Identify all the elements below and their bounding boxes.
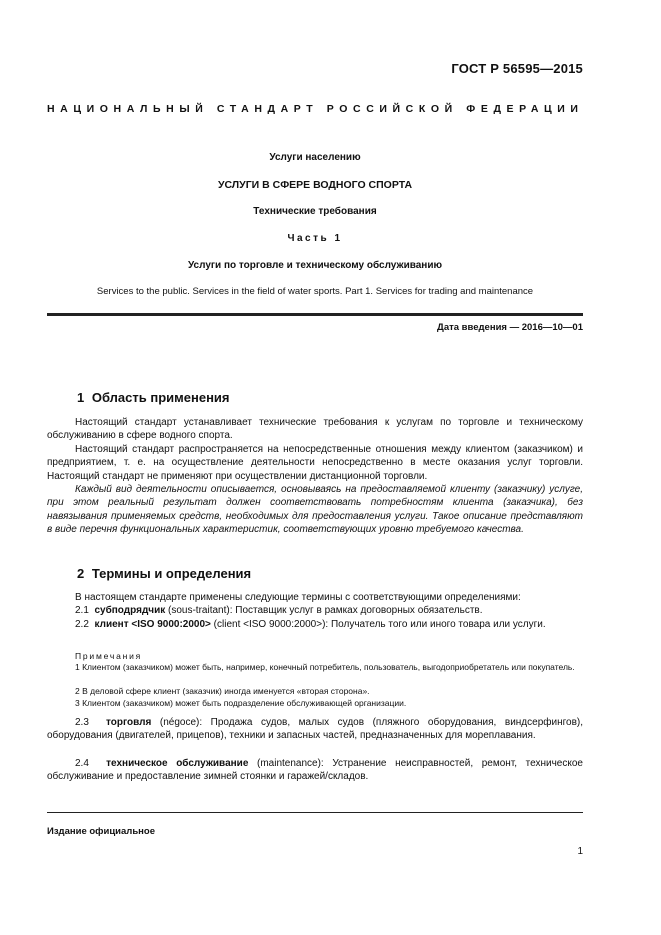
section-1-paragraph: Настоящий стандарт устанавливает технические требования к услугам по торговле и техническому обслуживанию в сфере водного спорта. <box>47 417 583 442</box>
term-number: 2.2 <box>75 619 89 630</box>
national-standard-banner: НАЦИОНАЛЬНЫЙ СТАНДАРТ РОССИЙСКОЙ ФЕДЕРАЦИИ <box>47 103 584 115</box>
page-number: 1 <box>577 846 583 857</box>
section-2-heading <box>77 566 251 581</box>
title-english: Services to the public. Services in the field of water sports. Part 1. Services for trading and maintenance <box>96 286 534 297</box>
term-definition: (client <ISO 9000:2000>): Получатель того или иного товара или услуги. <box>210 619 546 630</box>
note-item: 1 Клиентом (заказчиком) может быть, например, конечный потребитель, пользователь, выгодоприобретатель или покупатель. <box>75 662 575 672</box>
official-edition-label: Издание официальное <box>47 826 155 837</box>
notes-title: Примечания <box>75 651 143 661</box>
term-definition: (sous-traitant): Поставщик услуг в рамках договорных обязательств. <box>165 605 483 616</box>
term-definition: (négoce): Продажа судов, малых судов (пляжного оборудования, виндсерфингов), оборудования (двигателей, прицепов), техники и запасных частей, предназначенных для мореплавания. <box>47 717 584 742</box>
section-title: Термины и определения <box>91 566 252 581</box>
term-number: 2.1 <box>75 605 89 616</box>
title-main: УСЛУГИ В СФЕРЕ ВОДНОГО СПОРТА <box>217 179 413 191</box>
title-group: Услуги населению <box>269 152 361 163</box>
section-title: Область применения <box>91 390 230 405</box>
section-1-paragraph: Настоящий стандарт распространяется на непосредственные отношения между клиентом (заказчиком) и предприятием, т. е. на осуществление деятельности непосредственно в месте оказания услуг торговли. Настоящий стандарт не применяют при осуществлении дистанционной торговли. <box>47 444 583 482</box>
introduction-date: Дата введения — 2016—10—01 <box>437 322 583 333</box>
term-name: субподрядчик <box>94 605 166 616</box>
section-number: 1 <box>77 390 85 405</box>
note-item: 3 Клиентом (заказчиком) может быть подразделение обслуживающей организации. <box>75 698 407 708</box>
section-1-heading <box>77 390 230 405</box>
title-sub: Технические требования <box>253 206 377 217</box>
gost-number: ГОСТ Р 56595—2015 <box>451 61 583 76</box>
section-number: 2 <box>77 566 85 581</box>
term-name: торговля <box>106 717 152 728</box>
footer-divider <box>47 812 583 813</box>
term-2-2 <box>47 618 583 631</box>
section-2-intro: В настоящем стандарте применены следующие термины с соответствующими определениями: <box>75 592 521 603</box>
term-name: клиент <ISO 9000:2000> <box>94 619 211 630</box>
term-2-1 <box>47 604 583 617</box>
term-number: 2.4 <box>75 758 89 769</box>
term-definition: (maintenance): Устранение неисправностей, ремонт, техническое обслуживание и предоставление зимней стоянки и гаражей/складов. <box>47 758 583 783</box>
title-divider <box>47 313 583 316</box>
term-number: 2.3 <box>75 717 89 728</box>
term-2-4 <box>47 757 583 784</box>
note-item: 2 В деловой сфере клиент (заказчик) иногда именуется «вторая сторона». <box>75 686 370 696</box>
title-part: Часть 1 <box>287 233 343 244</box>
title-part-name: Услуги по торговле и техническому обслуживанию <box>187 260 443 271</box>
section-1-paragraph-italic: Каждый вид деятельности описывается, основываясь на предоставляемой клиенту (заказчику) услуге, при этом реальный результат должен соответствовать потребностям клиента (заказчика), без навязывания применяемых средств, необходимых для предоставления услуги. Такое описание представляют в виде перечня функциональных характеристик, соответствующих уровню требуемого качества. <box>47 484 583 536</box>
term-name: техническое обслуживание <box>106 758 249 769</box>
term-2-3 <box>47 716 583 743</box>
